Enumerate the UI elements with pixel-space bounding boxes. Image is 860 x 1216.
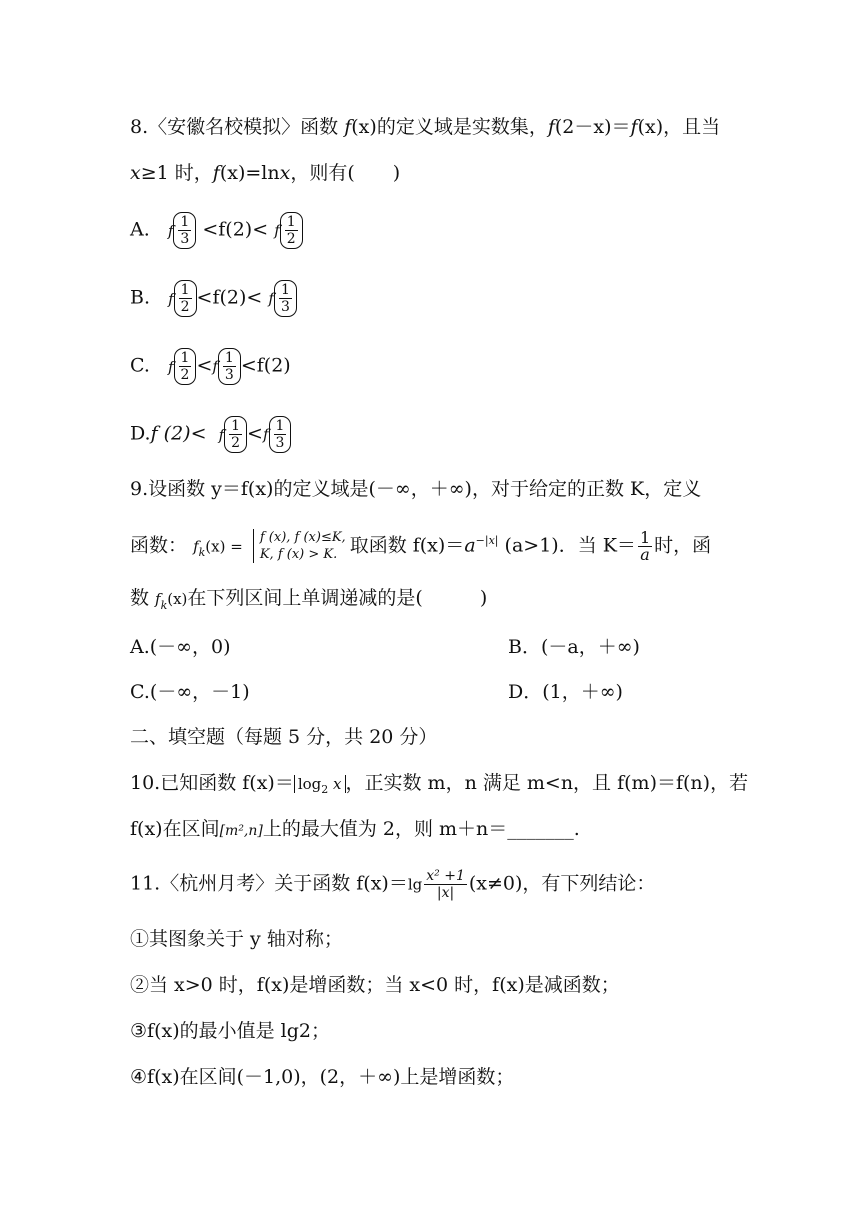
opt-d-paren2 (269, 416, 292, 453)
q10-abs (294, 775, 346, 796)
q8-option-b (130, 280, 297, 317)
opt-d-start: f (2)< (150, 422, 207, 445)
q9-option-d: D．(1，＋∞) (508, 681, 623, 703)
opt-b-paren2 (274, 280, 297, 317)
q11-conclusion-4: ④f(x)在区间(－1,0)，(2，＋∞)上是增函数； (130, 1066, 515, 1088)
opt-a-d2: 2 (286, 231, 296, 247)
q8-x3: (x)，且当 (637, 116, 721, 138)
q8-intro: 函数 (300, 116, 339, 138)
opt-b-d1: 2 (180, 299, 190, 315)
q10-log: log (297, 775, 322, 793)
q9-fk-x: (x) = (205, 537, 243, 556)
opt-d-d1: 2 (231, 435, 241, 451)
opt-b-f1: f (168, 289, 174, 308)
q10-l2-end: 上的最大值为 2，则 m＋n＝_______. (262, 818, 580, 840)
opt-a-d1: 3 (180, 231, 190, 247)
q9-l2-end: 时，函 (654, 534, 712, 557)
q8-option-a (130, 212, 303, 249)
q11-conclusion-1: ①其图象关于 y 轴对称； (130, 928, 343, 950)
opt-a-label: A. (130, 218, 150, 241)
q9-frac-n: 1 (639, 527, 651, 547)
opt-c-label: C. (130, 354, 150, 377)
opt-c-end: <f(2) (240, 354, 291, 377)
q10-line2 (130, 816, 580, 844)
opt-b-n2: 1 (280, 282, 290, 298)
opt-d-f1: f (218, 425, 225, 444)
q9-option-b: B．(－a，＋∞) (508, 636, 640, 658)
q9-fk-sub: k (198, 546, 206, 560)
opt-c-d2: 3 (224, 367, 234, 383)
opt-d-d2: 3 (275, 435, 285, 451)
opt-c-f1: f (167, 357, 174, 376)
q9-frac-d: a (640, 544, 650, 564)
opt-a-paren2 (280, 212, 303, 249)
q11-conclusion-2: ②当 x>0 时，f(x)是增函数；当 x<0 时，f(x)是减函数； (130, 974, 620, 996)
q8-option-d (130, 416, 291, 453)
q10-log-x: x (328, 775, 342, 793)
q8-source: 〈安徽名校模拟〉 (148, 116, 301, 138)
opt-d-n1: 1 (231, 418, 241, 434)
opt-b-d2: 3 (280, 299, 290, 315)
q8-l2-f: f (212, 162, 220, 184)
q10-line1 (130, 770, 748, 803)
opt-c-d1: 2 (180, 367, 190, 383)
q10-interval: [m²,n] (219, 823, 263, 839)
q11-frac-n: x² +1 (426, 868, 465, 884)
opt-c-f2: f (212, 357, 218, 376)
opt-a-mid: <f(2)< (202, 218, 269, 241)
opt-a-paren1 (173, 212, 196, 249)
q9-l2-mid: 取函数 f(x)＝ (349, 534, 465, 557)
opt-c-n1: 1 (180, 350, 190, 366)
q11-l1-end: (x≠0)，有下列结论： (468, 872, 656, 895)
q9-l3-sub: k (160, 598, 168, 612)
opt-c-paren2 (218, 348, 241, 385)
q10-l1-end: ，正实数 m，n 满足 m<n，且 f(m)＝f(n)，若 (345, 772, 749, 794)
q9-l3-end: 在下列区间上单调递减的是( ) (187, 587, 488, 609)
q11-conclusion-3: ③f(x)的最小值是 lg2； (130, 1020, 330, 1042)
q8-l2-x2: (x)=ln (219, 162, 280, 184)
q9-l3-x: (x) (167, 590, 188, 608)
q8-line1 (130, 114, 720, 140)
opt-d-n2: 1 (275, 418, 285, 434)
q9-fk: f (193, 537, 199, 556)
q10-log-sub: 2 (321, 783, 329, 796)
opt-c-n2: 1 (224, 350, 234, 366)
q11-line1 (130, 868, 655, 901)
q8-number: 8. (130, 116, 149, 138)
q8-option-c (130, 348, 291, 385)
q11-l1-start: 11.〈杭州月考〉关于函数 f(x)＝ (130, 872, 408, 895)
q9-option-a: A.(－∞，0) (130, 636, 231, 658)
q9-l2-start: 函数： (130, 534, 188, 557)
q9-line2 (130, 528, 711, 566)
q9-option-c: C.(－∞，－1) (130, 681, 250, 703)
opt-c-mid: < (196, 354, 213, 377)
q9-line3 (130, 585, 487, 619)
opt-d-f2: f (262, 425, 269, 444)
q8-l2-x: x (130, 162, 141, 184)
q9-l3-start: 数 (130, 587, 150, 609)
q10-l2-start: f(x)在区间 (130, 818, 220, 840)
q11-frac-d: |x| (436, 885, 455, 901)
opt-a-f2: f (274, 221, 280, 240)
q9-line1: 9.设函数 y＝f(x)的定义域是(－∞，＋∞)，对于给定的正数 K，定义 (130, 478, 702, 500)
opt-a-n1: 1 (180, 214, 190, 230)
q8-f1: f (344, 116, 352, 138)
q8-f3: f (630, 116, 638, 138)
opt-a-f1: f (167, 221, 174, 240)
q8-l2-t1: ≥1 时， (140, 162, 213, 184)
section-heading: 二、填空题（每题 5 分，共 20 分） (130, 726, 438, 748)
opt-b-label: B. (130, 286, 151, 309)
opt-d-paren1 (224, 416, 247, 453)
q8-l2-t2: ，则有( ) (290, 162, 401, 184)
q8-line2 (130, 160, 400, 186)
opt-b-paren1 (174, 280, 197, 317)
q9-piecewise (253, 529, 346, 563)
q8-t1: 的定义域是实数集， (376, 116, 548, 138)
q9-l3-fk: f (155, 590, 161, 608)
q8-x2: (2－x)＝ (554, 116, 631, 138)
q9-l2-mid2: (a>1)．当 K＝ (504, 534, 636, 557)
opt-d-mid: < (247, 422, 263, 445)
q8-l2-x3: x (279, 162, 291, 184)
q9-case1: f (x), f (x)≤K, (259, 530, 346, 546)
q8-x1: (x) (351, 116, 377, 138)
opt-b-n1: 1 (180, 282, 190, 298)
opt-d-label: D. (130, 422, 151, 445)
opt-b-f2: f (268, 289, 274, 308)
opt-a-n2: 1 (286, 214, 296, 230)
q11-lg: lg (407, 875, 423, 894)
q9-a-sup: −|x| (475, 534, 499, 547)
q9-case2: K, f (x) > K. (259, 547, 338, 563)
opt-b-mid: <f(2)< (196, 286, 263, 309)
q9-a: a (464, 534, 476, 557)
q10-l1-start: 10.已知函数 f(x)＝ (130, 772, 294, 794)
opt-c-paren1 (174, 348, 197, 385)
q8-f2: f (547, 116, 555, 138)
